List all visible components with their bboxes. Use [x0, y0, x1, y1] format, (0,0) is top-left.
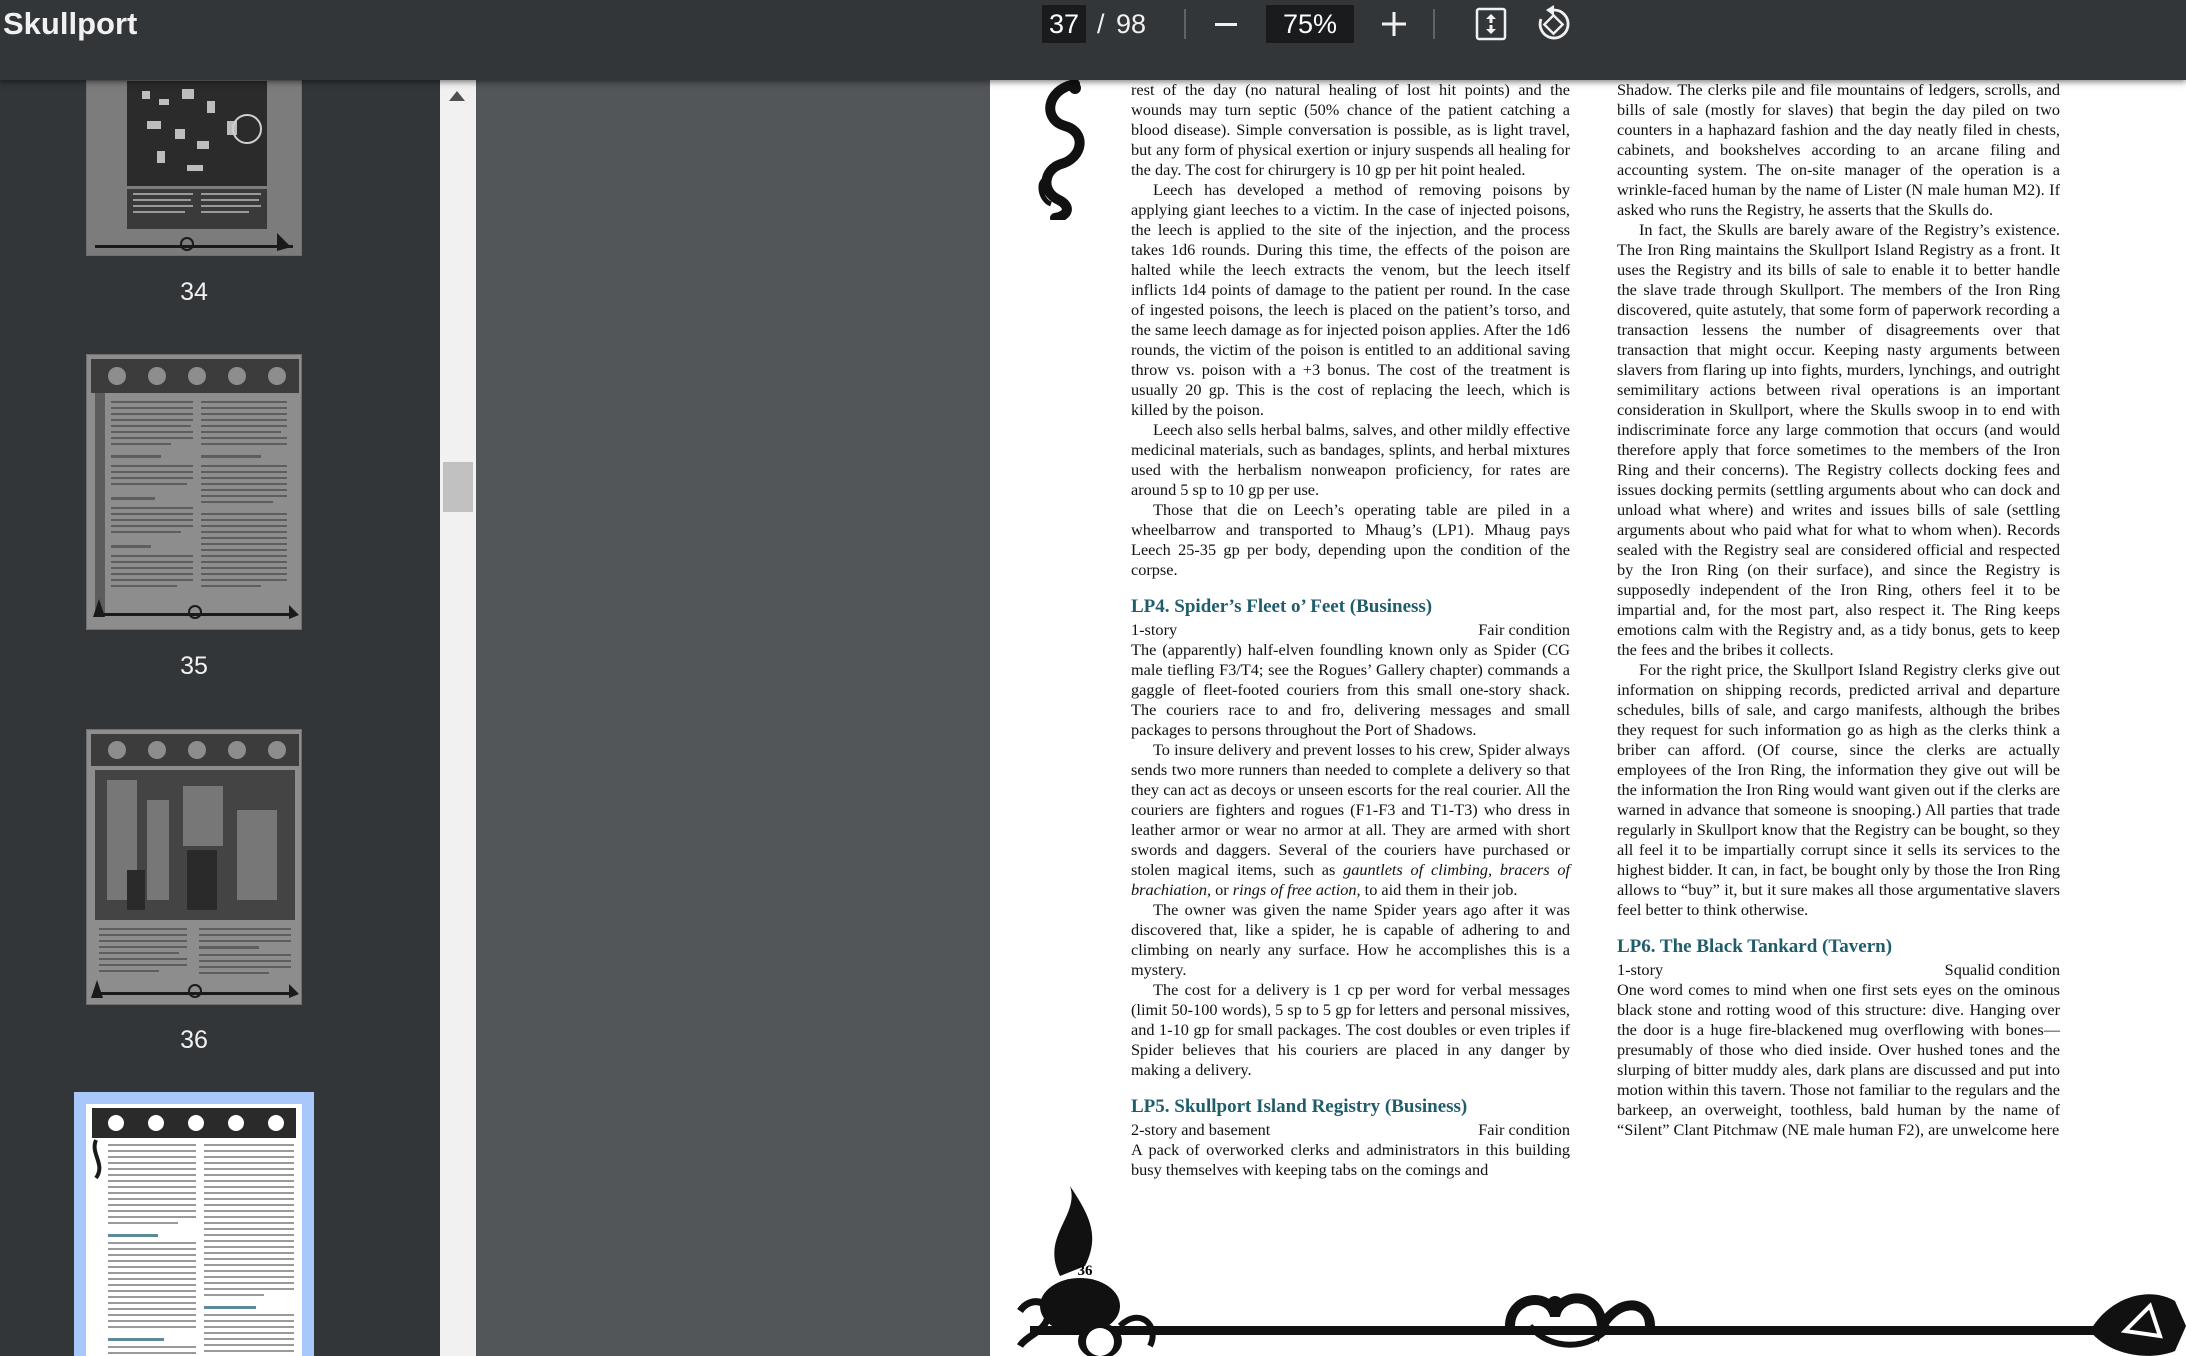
- plus-icon: [1380, 10, 1408, 38]
- paragraph: Those that die on Leech’s operating table are piled in a wheelbarrow and transported to Mhaug’s (LP1). Mhaug pays Leech 25-35 gp per body, depending upon the condition of the corpse.: [1131, 500, 1570, 579]
- paragraph: A pack of overworked clerks and administrators in this building busy themselves with keeping tabs on the comings and: [1131, 1140, 1570, 1179]
- building-stories: 1-story: [1131, 620, 1178, 639]
- paragraph-text: or: [1215, 880, 1229, 899]
- paragraph: Leech also sells herbal balms, salves, and other mildly effective medicinal materials, such as bandages, splints, and herbal mixtures used with the herbalism nonweapon proficiency, for rates are around 5 sp to 10 gp per use.: [1131, 420, 1570, 499]
- paragraph: The (apparently) half-elven foundling known only as Spider (CG male tiefling F3/T4; see the Rogues’ Gallery chapter) commands a gaggle of fleet-footed couriers from this small one-story shack. The couriers race to and fro, delivering messages and small packages to persons throughout the Port of Shadows.: [1131, 640, 1570, 739]
- document-title: Skullport: [3, 6, 138, 41]
- building-stories: 1-story: [1617, 960, 1664, 979]
- section-heading: LP6. The Black Tankard (Tavern): [1617, 936, 1893, 957]
- left-text-column: [1131, 80, 1570, 1180]
- location-meta: [1617, 960, 2060, 980]
- zoom-in-button[interactable]: [1372, 2, 1416, 46]
- magic-item-names: rings of free action,: [1232, 880, 1361, 899]
- thumbnail-label: 35: [180, 652, 208, 680]
- paragraph: rest of the day (no natural healing of lost hit points) and the wounds may turn septic (50% chance of the patient catching a blood disease). Simple conversation is possible, as is light travel, but any form of physical exertion or injury suspends all healing for the day. The cost for chirurgery is 10 gp per hit point healed.: [1131, 80, 1570, 179]
- paragraph-text: To insure delivery and prevent losses to his crew, Spider always sends two more runners than needed to complete a delivery so that they can act as decoys or unseen escorts for the real courier. All the couriers are fighters and rogues (F1-F3 and T1-T3) who dress in leather armor or wear no armor at all. They are armed with short swords and daggers. Several of the couriers have purchased or stolen magical items, such as: [1131, 740, 1570, 879]
- bottom-ornament-border: [990, 1176, 2186, 1356]
- page-thumbnail[interactable]: [86, 729, 302, 1005]
- paragraph: Shadow. The clerks pile and file mountains of ledgers, scrolls, and bills of sale (mostly for slaves) that begin the day piled on two counters in a haphazard fashion and the day neatly filed in chests, cabinets, and bookshelves according to an arcane filing and accounting system. The on-site manager of the operation is a wrinkle-faced human by the name of Lister (N male human M2). If asked who runs the Registry, he asserts that the Skulls do.: [1617, 80, 2060, 219]
- page-number: 36: [1077, 1263, 1093, 1279]
- minus-icon: [1213, 11, 1239, 37]
- sidebar-scrollbar[interactable]: [440, 80, 476, 1356]
- paragraph: The cost for a delivery is 1 cp per word for verbal messages (limit 50-100 words), 5 sp to 5 gp for letters and personal missives, and 1-10 gp for small packages. The cost doubles or even triples if Spider believes that his couriers are placed in any danger by making a delivery.: [1131, 980, 1570, 1079]
- paragraph: In fact, the Skulls are barely aware of the Registry’s existence. The Iron Ring maintains the Skullport Island Registry as a front. It uses the Registry and its bills of sale to enable it to better handle the slave trade through Skullport. The members of the Iron Ring discovered, quite astutely, that some form of paperwork recording a transaction lessens the number of disagreements over that transaction that might occur. Keeping nasty arguments between slavers from flaring up into fights, murders, lynchings, and outright semimilitary actions between rival operations is an important consideration in Skullport, where the Skulls swoop in to end with indiscriminate force any large commotion that occurs (and would therefore apply that force sometimes to the members of the Iron Ring and their concerns). The Registry collects docking fees and issues docking permits (settling arguments about who can dock and unload what where) and writes and issues bills of sale (settling arguments about who paid what for what to whom when). Records sealed with the Registry seal are considered official and respected by the Iron Ring (on their surface), and since the Registry is supposedly independent of the Iron Ring, others feel it to be impartial and, for the most part, also respect it. The Ring keeps emotions calm with the Registry and, as a tidy bonus, gets to keep the fees and the bribes it collects.: [1617, 220, 2060, 659]
- page-separator: /: [1097, 9, 1105, 39]
- zoom-out-button[interactable]: [1204, 2, 1248, 46]
- rotate-button[interactable]: [1532, 2, 1576, 46]
- location-meta: [1131, 1120, 1570, 1140]
- paragraph: Leech has developed a method of removing poisons by applying giant leeches to a victim. In the case of injected poisons, the leech is applied to the site of the injection, and the process takes 1d6 rounds. During this time, the effects of the poison are halted while the leech extracts the venom, but the leech itself inflicts 1d4 points of damage to the patient per round. In the case of ingested poisons, the leech is placed on the patient’s torso, and the same leech damage as for injected poison applies. After the 1d6 rounds, the victim of the poison is entitled to an additional saving throw vs. poison with a +3 bonus. The cost of the treatment is usually 20 gp. This is the cost of replacing the leech, which is killed by the poison.: [1131, 180, 1570, 419]
- page-thumbnail[interactable]: [86, 80, 302, 256]
- thumbnail-sidebar: [0, 80, 440, 1356]
- magic-item-names: gauntlets of climbing, bracers of brachiation,: [1131, 860, 1571, 899]
- toolbar-divider: [1433, 9, 1435, 39]
- pdf-toolbar: [0, 0, 2186, 80]
- paragraph: One word comes to mind when one first sets eyes on the ominous black stone and rotting wood of this structure: dive. Hanging over the door is a huge fire-blackened mug overflowing with bones—presumably of those who died inside. Over hushed tones and the slurping of bitter muddy ales, dark plans are discussed and put into motion within this tavern. Those not familiar to the regulars and the barkeep, an overweight, toothless, bald human by the name of “Silent” Clant Pitchmaw (NE male human F2), are unwelcome here: [1617, 980, 2060, 1139]
- building-condition: Squalid condition: [1944, 960, 2060, 979]
- location-meta: [1131, 620, 1570, 640]
- ornament-serpent-icon: [1035, 80, 1091, 220]
- paragraph: [1131, 740, 1570, 900]
- sidebar-scrollbar-thumb[interactable]: [443, 462, 473, 512]
- current-page-input[interactable]: 37: [1042, 5, 1086, 43]
- paragraph: For the right price, the Skullport Island Registry clerks give out information on shipping records, predicted arrival and departure schedules, bills of sale, and cargo manifests, although the bribes they request for such information go as high as the clerks think a briber can afford. (Of course, since the clerks are actually employees of the Iron Ring, the information they give out will be the information the Iron Ring would want given out if the clerks are warned in advance that someone is snooping.) All parties that trade regularly in Skullport know that the Registry can be bought, so they all feel it to be impartially corrupt since it sells its services to the highest bidder. It can, in fact, be bought only by those the Iron Ring allows to “buy” it, but it sure makes all those argumentative slavers feel better to think otherwise.: [1617, 660, 2060, 919]
- paragraph-text: to aid them in their job.: [1364, 880, 1518, 899]
- building-stories: 2-story and basement: [1131, 1120, 1271, 1139]
- building-condition: Fair condition: [1478, 1120, 1570, 1139]
- page-thumbnail[interactable]: [86, 354, 302, 630]
- section-heading: LP4. Spider’s Fleet o’ Feet (Business): [1131, 596, 1433, 617]
- thumbnail-label: 34: [180, 278, 208, 306]
- fit-to-page-button[interactable]: [1469, 2, 1513, 46]
- thumbnail-label: 36: [180, 1026, 208, 1054]
- right-text-column: [1617, 80, 2060, 1140]
- page-thumbnail-current[interactable]: [86, 1104, 302, 1356]
- toolbar-divider: [1184, 9, 1186, 39]
- section-heading: LP5. Skullport Island Registry (Business): [1131, 1096, 1468, 1117]
- rotate-icon: [1535, 5, 1573, 43]
- scroll-up-arrow-icon[interactable]: [449, 91, 465, 101]
- fit-page-icon: [1474, 7, 1508, 41]
- zoom-level-input[interactable]: 75%: [1266, 5, 1354, 43]
- building-condition: Fair condition: [1478, 620, 1570, 639]
- total-pages: 98: [1116, 9, 1147, 39]
- paragraph: The owner was given the name Spider years ago after it was discovered that, like a spider, he is capable of adhering to and climbing on nearly any surface. How he accomplishes this is a mystery.: [1131, 900, 1570, 979]
- document-page: [990, 80, 2186, 1356]
